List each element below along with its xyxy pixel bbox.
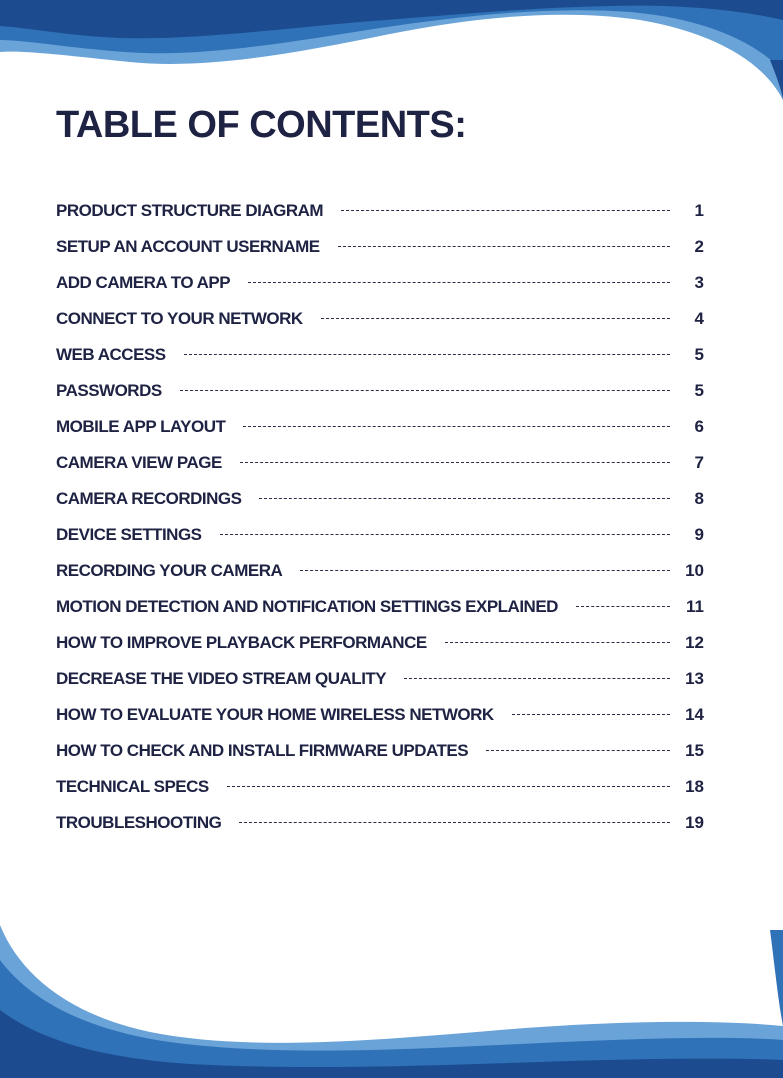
toc-dotted-leader (184, 354, 670, 355)
toc-entry-label: CONNECT TO YOUR NETWORK (56, 309, 303, 328)
toc-entry-label: WEB ACCESS (56, 345, 166, 364)
bottom-wave-light (0, 925, 783, 1078)
toc-entry-page-number: 18 (685, 777, 704, 796)
toc-dotted-leader (512, 714, 670, 715)
toc-dotted-leader (404, 678, 670, 679)
toc-entry (56, 517, 704, 553)
toc-entry-page-number: 7 (694, 453, 704, 472)
toc-entry-page-number: 14 (685, 705, 704, 724)
bottom-wave-dark (0, 1010, 783, 1078)
toc-entry (56, 733, 704, 769)
toc-entry-page-number: 4 (694, 309, 704, 328)
top-wave-light (0, 0, 783, 100)
toc-entry (56, 769, 704, 805)
toc-dotted-leader (300, 570, 670, 571)
toc-entry-page-number: 12 (685, 633, 704, 652)
toc-entry-label: DECREASE THE VIDEO STREAM QUALITY (56, 669, 387, 688)
toc-entry (56, 697, 704, 733)
toc-entry (56, 193, 704, 229)
toc-dotted-leader (240, 462, 670, 463)
toc-entry (56, 409, 704, 445)
toc-entry (56, 481, 704, 517)
toc-entry-page-number: 9 (694, 525, 704, 544)
toc-dotted-leader (220, 534, 670, 535)
toc-entry-label: RECORDING YOUR CAMERA (56, 561, 283, 580)
table-of-contents (56, 193, 704, 841)
toc-entry-page-number: 6 (694, 417, 704, 436)
toc-entry-page-number: 19 (685, 813, 704, 832)
toc-dotted-leader (248, 282, 670, 283)
toc-entry (56, 337, 704, 373)
toc-entry-label: HOW TO EVALUATE YOUR HOME WIRELESS NETWORK (56, 705, 494, 724)
toc-dotted-leader (239, 822, 670, 823)
toc-entry (56, 301, 704, 337)
toc-entry-label: PRODUCT STRUCTURE DIAGRAM (56, 201, 324, 220)
right-edge-bottom-wave (770, 930, 783, 1026)
toc-entry-page-number: 10 (685, 561, 704, 580)
toc-entry (56, 625, 704, 661)
top-wave-dark (0, 0, 783, 38)
toc-entry-page-number: 1 (694, 201, 704, 220)
toc-entry-label: TECHNICAL SPECS (56, 777, 209, 796)
toc-entry (56, 661, 704, 697)
toc-dotted-leader (341, 210, 670, 211)
toc-entry-label: ADD CAMERA TO APP (56, 273, 231, 292)
toc-dotted-leader (486, 750, 670, 751)
toc-dotted-leader (180, 390, 670, 391)
page-title: TABLE OF CONTENTS: (56, 104, 467, 146)
toc-entry-label: PASSWORDS (56, 381, 162, 400)
toc-entry-page-number: 15 (685, 741, 704, 760)
toc-dotted-leader (576, 606, 670, 607)
toc-entry (56, 805, 704, 841)
toc-entry (56, 589, 704, 625)
toc-entry-page-number: 11 (686, 597, 704, 616)
toc-dotted-leader (338, 246, 670, 247)
toc-entry (56, 445, 704, 481)
toc-entry-page-number: 13 (685, 669, 704, 688)
top-wave-mid (0, 0, 783, 72)
toc-entry-label: DEVICE SETTINGS (56, 525, 202, 544)
toc-entry (56, 265, 704, 301)
toc-entry-page-number: 2 (694, 237, 704, 256)
toc-dotted-leader (259, 498, 670, 499)
toc-entry (56, 553, 704, 589)
toc-entry-label: CAMERA VIEW PAGE (56, 453, 222, 472)
toc-entry-label: HOW TO IMPROVE PLAYBACK PERFORMANCE (56, 633, 427, 652)
toc-dotted-leader (227, 786, 670, 787)
right-edge-wave (770, 60, 783, 100)
toc-entry-label: MOTION DETECTION AND NOTIFICATION SETTINGS EXPLAINED (56, 597, 558, 616)
toc-entry-page-number: 8 (694, 489, 704, 508)
toc-entry (56, 373, 704, 409)
toc-entry-page-number: 3 (694, 273, 704, 292)
toc-entry-label: CAMERA RECORDINGS (56, 489, 242, 508)
toc-dotted-leader (445, 642, 670, 643)
toc-entry-page-number: 5 (694, 345, 704, 364)
toc-dotted-leader (321, 318, 670, 319)
toc-dotted-leader (243, 426, 670, 427)
toc-entry (56, 229, 704, 265)
bottom-wave-mid (0, 960, 783, 1078)
toc-entry-label: SETUP AN ACCOUNT USERNAME (56, 237, 320, 256)
toc-entry-label: MOBILE APP LAYOUT (56, 417, 226, 436)
toc-entry-label: HOW TO CHECK AND INSTALL FIRMWARE UPDATES (56, 741, 469, 760)
toc-entry-label: TROUBLESHOOTING (56, 813, 222, 832)
toc-entry-page-number: 5 (694, 381, 704, 400)
